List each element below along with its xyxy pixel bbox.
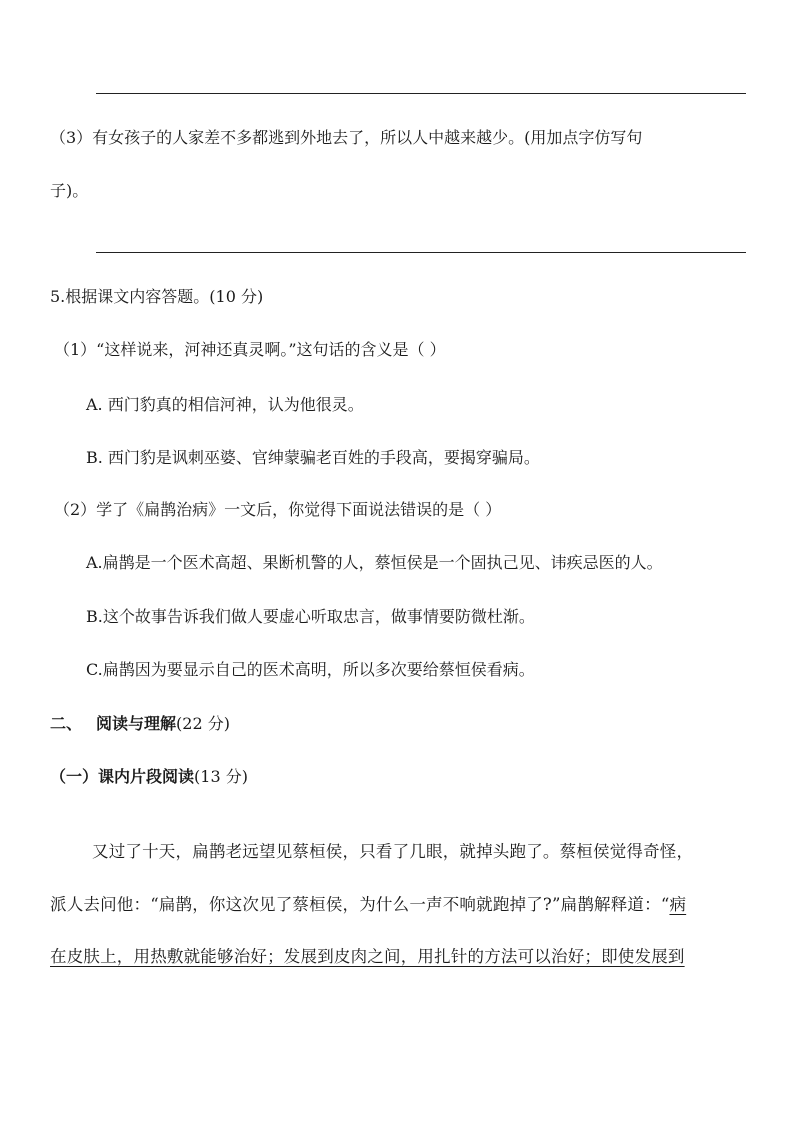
section2-score: (22 分) (176, 714, 230, 733)
q5-sub1-option-b: B. 西门豹是讽刺巫婆、官绅蒙骗老百姓的手段高，要揭穿骗局。 (86, 448, 540, 467)
q5-sub1-stem: （1）“这样说来，河神还真灵啊。”这句话的含义是（ ） (54, 340, 446, 359)
part1-heading (50, 767, 248, 787)
q5-sub2-option-a: A.扁鹊是一个医术高超、果断机警的人，蔡恒侯是一个固执己见、讳疾忌医的人。 (86, 553, 663, 572)
passage-line2-plain: 派人去问他：“扁鹊，你这次见了蔡桓侯，为什么一声不响就跑掉了?”扁鹊解释道：“ (50, 895, 670, 914)
q5-sub2-option-c: C.扁鹊因为要显示自己的医术高明，所以多次要给蔡恒侯看病。 (86, 660, 535, 679)
passage-line1: 又过了十天，扁鹊老远望见蔡桓侯，只看了几眼，就掉头跑了。蔡桓侯觉得奇怪， (92, 842, 694, 861)
q5-sub2-stem: （2）学了《扁鹊治病》一文后，你觉得下面说法错误的是（ ） (54, 500, 502, 519)
part1-title: （一）课内片段阅读 (50, 767, 195, 786)
answer-line-top (96, 93, 746, 94)
q4-item3-line2: 子)。 (50, 181, 89, 200)
section2-number: 二、 (50, 714, 83, 733)
q5-heading: 5.根据课文内容答题。(10 分) (50, 287, 264, 306)
q4-item3-line1: （3）有女孩子的人家差不多都逃到外地去了，所以人中越来越少。(用加点字仿写句 (50, 128, 643, 147)
passage-line3: 在皮肤上，用热敷就能够治好；发展到皮肉之间，用扎针的方法可以治好；即使发展到 (50, 947, 685, 966)
section2-title: 阅读与理解 (96, 714, 177, 733)
answer-line-item3 (96, 252, 746, 253)
part1-score: (13 分) (194, 767, 248, 786)
passage-line2 (50, 895, 686, 915)
passage-line2-underlined: 病 (669, 895, 687, 914)
q5-sub1-option-a: A. 西门豹真的相信河神，认为他很灵。 (86, 395, 364, 414)
q5-sub2-option-b: B.这个故事告诉我们做人要虚心听取忠言，做事情要防微杜渐。 (86, 607, 535, 626)
section2-heading (50, 714, 230, 734)
